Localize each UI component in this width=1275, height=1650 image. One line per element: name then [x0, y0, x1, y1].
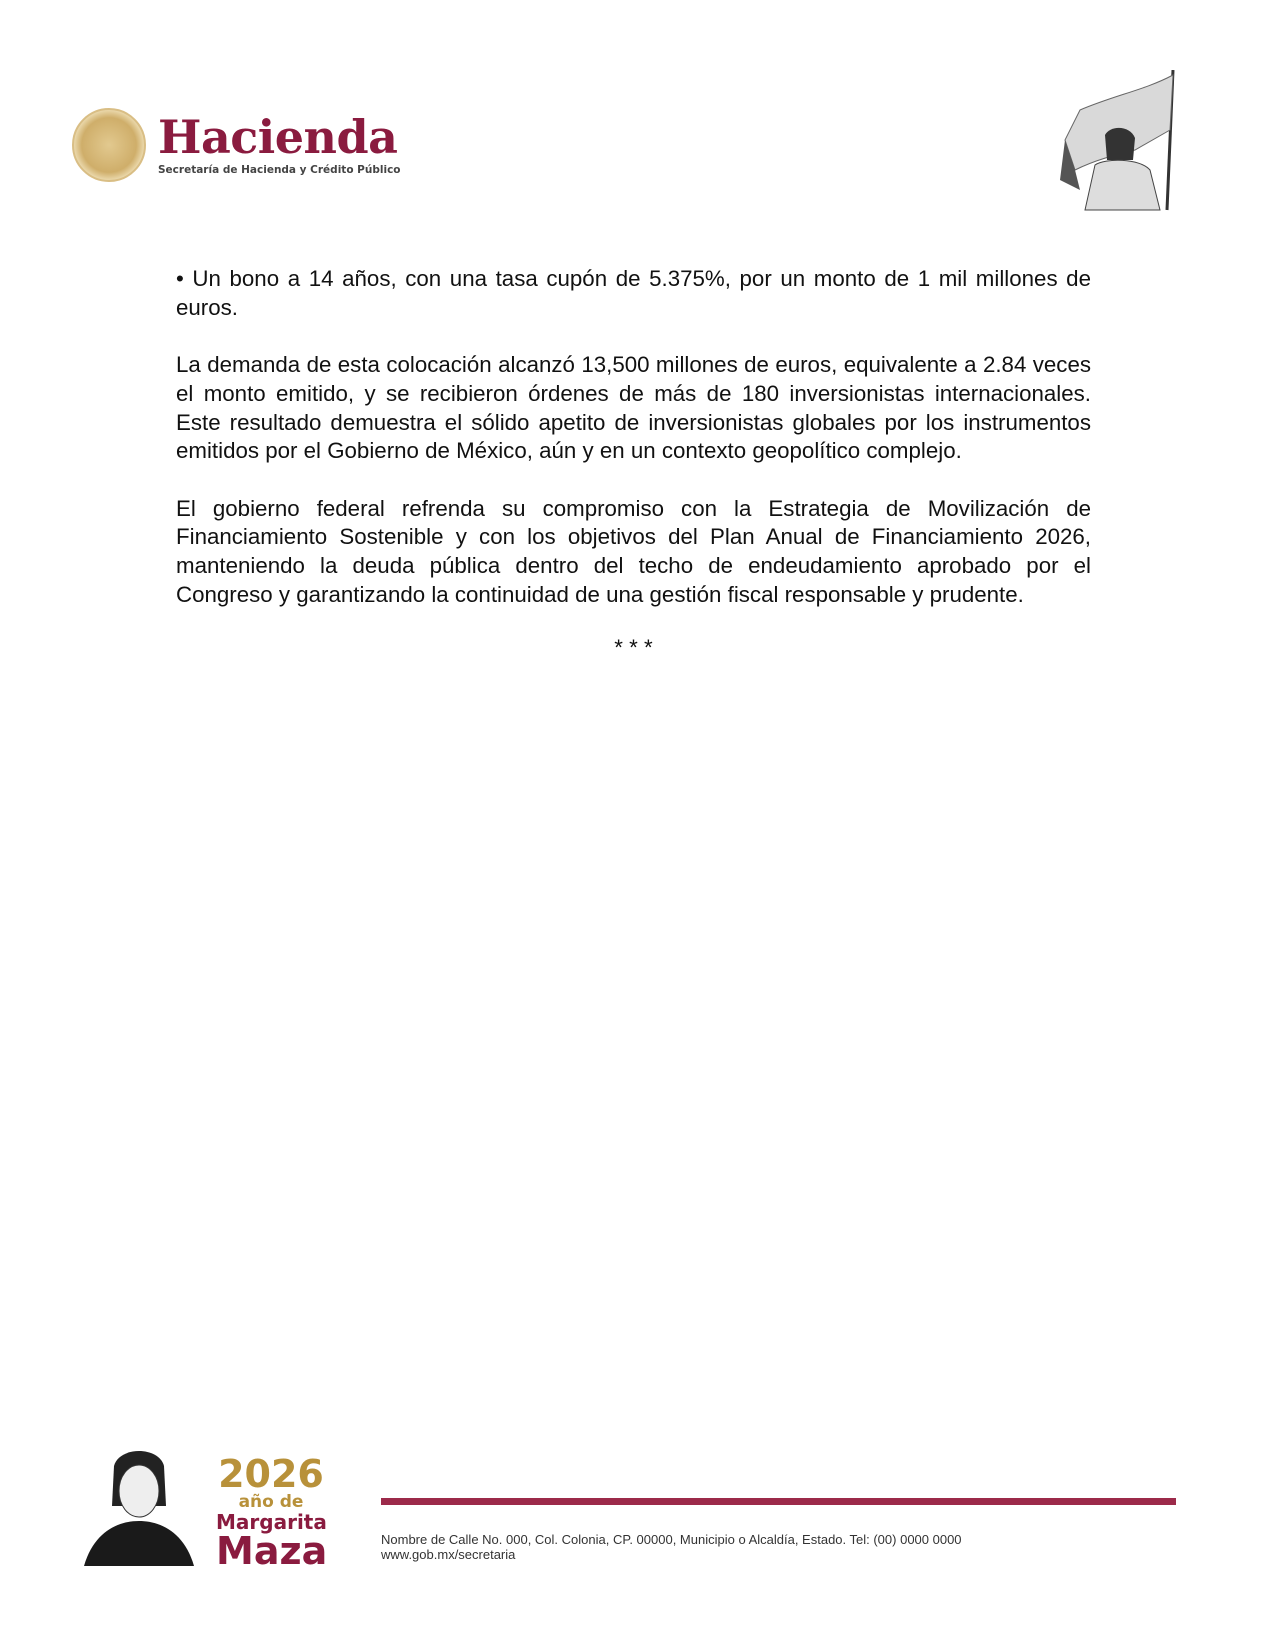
paragraph-commitment: El gobierno federal refrenda su compromiso con la Estrategia de Movilización de Financiamiento Sostenible y con los objetivos del Plan Anual de Financiamiento 2026, manteniendo la deuda pública dentro del techo de endeudamiento aprobado por el Congreso y garantizando la continuidad de una gestión fiscal responsable y prudente.	[176, 495, 1091, 607]
footer-address-block	[381, 1532, 962, 1562]
bond-bullet: • Un bono a 14 años, con una tasa cupón de 5.375%, por un monto de 1 mil millones de euros.	[176, 266, 1091, 320]
footer-address: Nombre de Calle No. 000, Col. Colonia, CP. 00000, Municipio o Alcaldía, Estado. Tel: (00) 0000 0000	[381, 1532, 962, 1547]
year-line-4: Maza	[216, 1529, 328, 1573]
section-separator: * * *	[614, 635, 653, 661]
brand-subtitle: Secretaría de Hacienda y Crédito Público	[158, 164, 401, 176]
hacienda-logo	[72, 108, 401, 182]
footer-divider	[381, 1498, 1176, 1505]
brand-name: Hacienda	[158, 110, 398, 164]
paragraph-demand: La demanda de esta colocación alcanzó 13,500 millones de euros, equivalente a 2.84 veces el monto emitido, y se recibieron órdenes de más de 180 inversionistas internacionales. Este resultado demuestra el sólido apetito de inversionistas globales por los instrumentos emitidos por el Gobierno de México, aún y en un contexto geopolítico complejo.	[176, 352, 1091, 464]
document-body	[176, 265, 1091, 663]
year-number: 2026	[218, 1452, 324, 1496]
flag-bearer-illustration	[1055, 70, 1190, 215]
year-line-3: Margarita	[216, 1510, 327, 1534]
footer-website[interactable]: www.gob.mx/secretaria	[381, 1547, 516, 1562]
year-line-2: año de	[238, 1492, 304, 1512]
portrait-illustration	[84, 1446, 204, 1566]
national-seal-icon	[72, 108, 146, 182]
